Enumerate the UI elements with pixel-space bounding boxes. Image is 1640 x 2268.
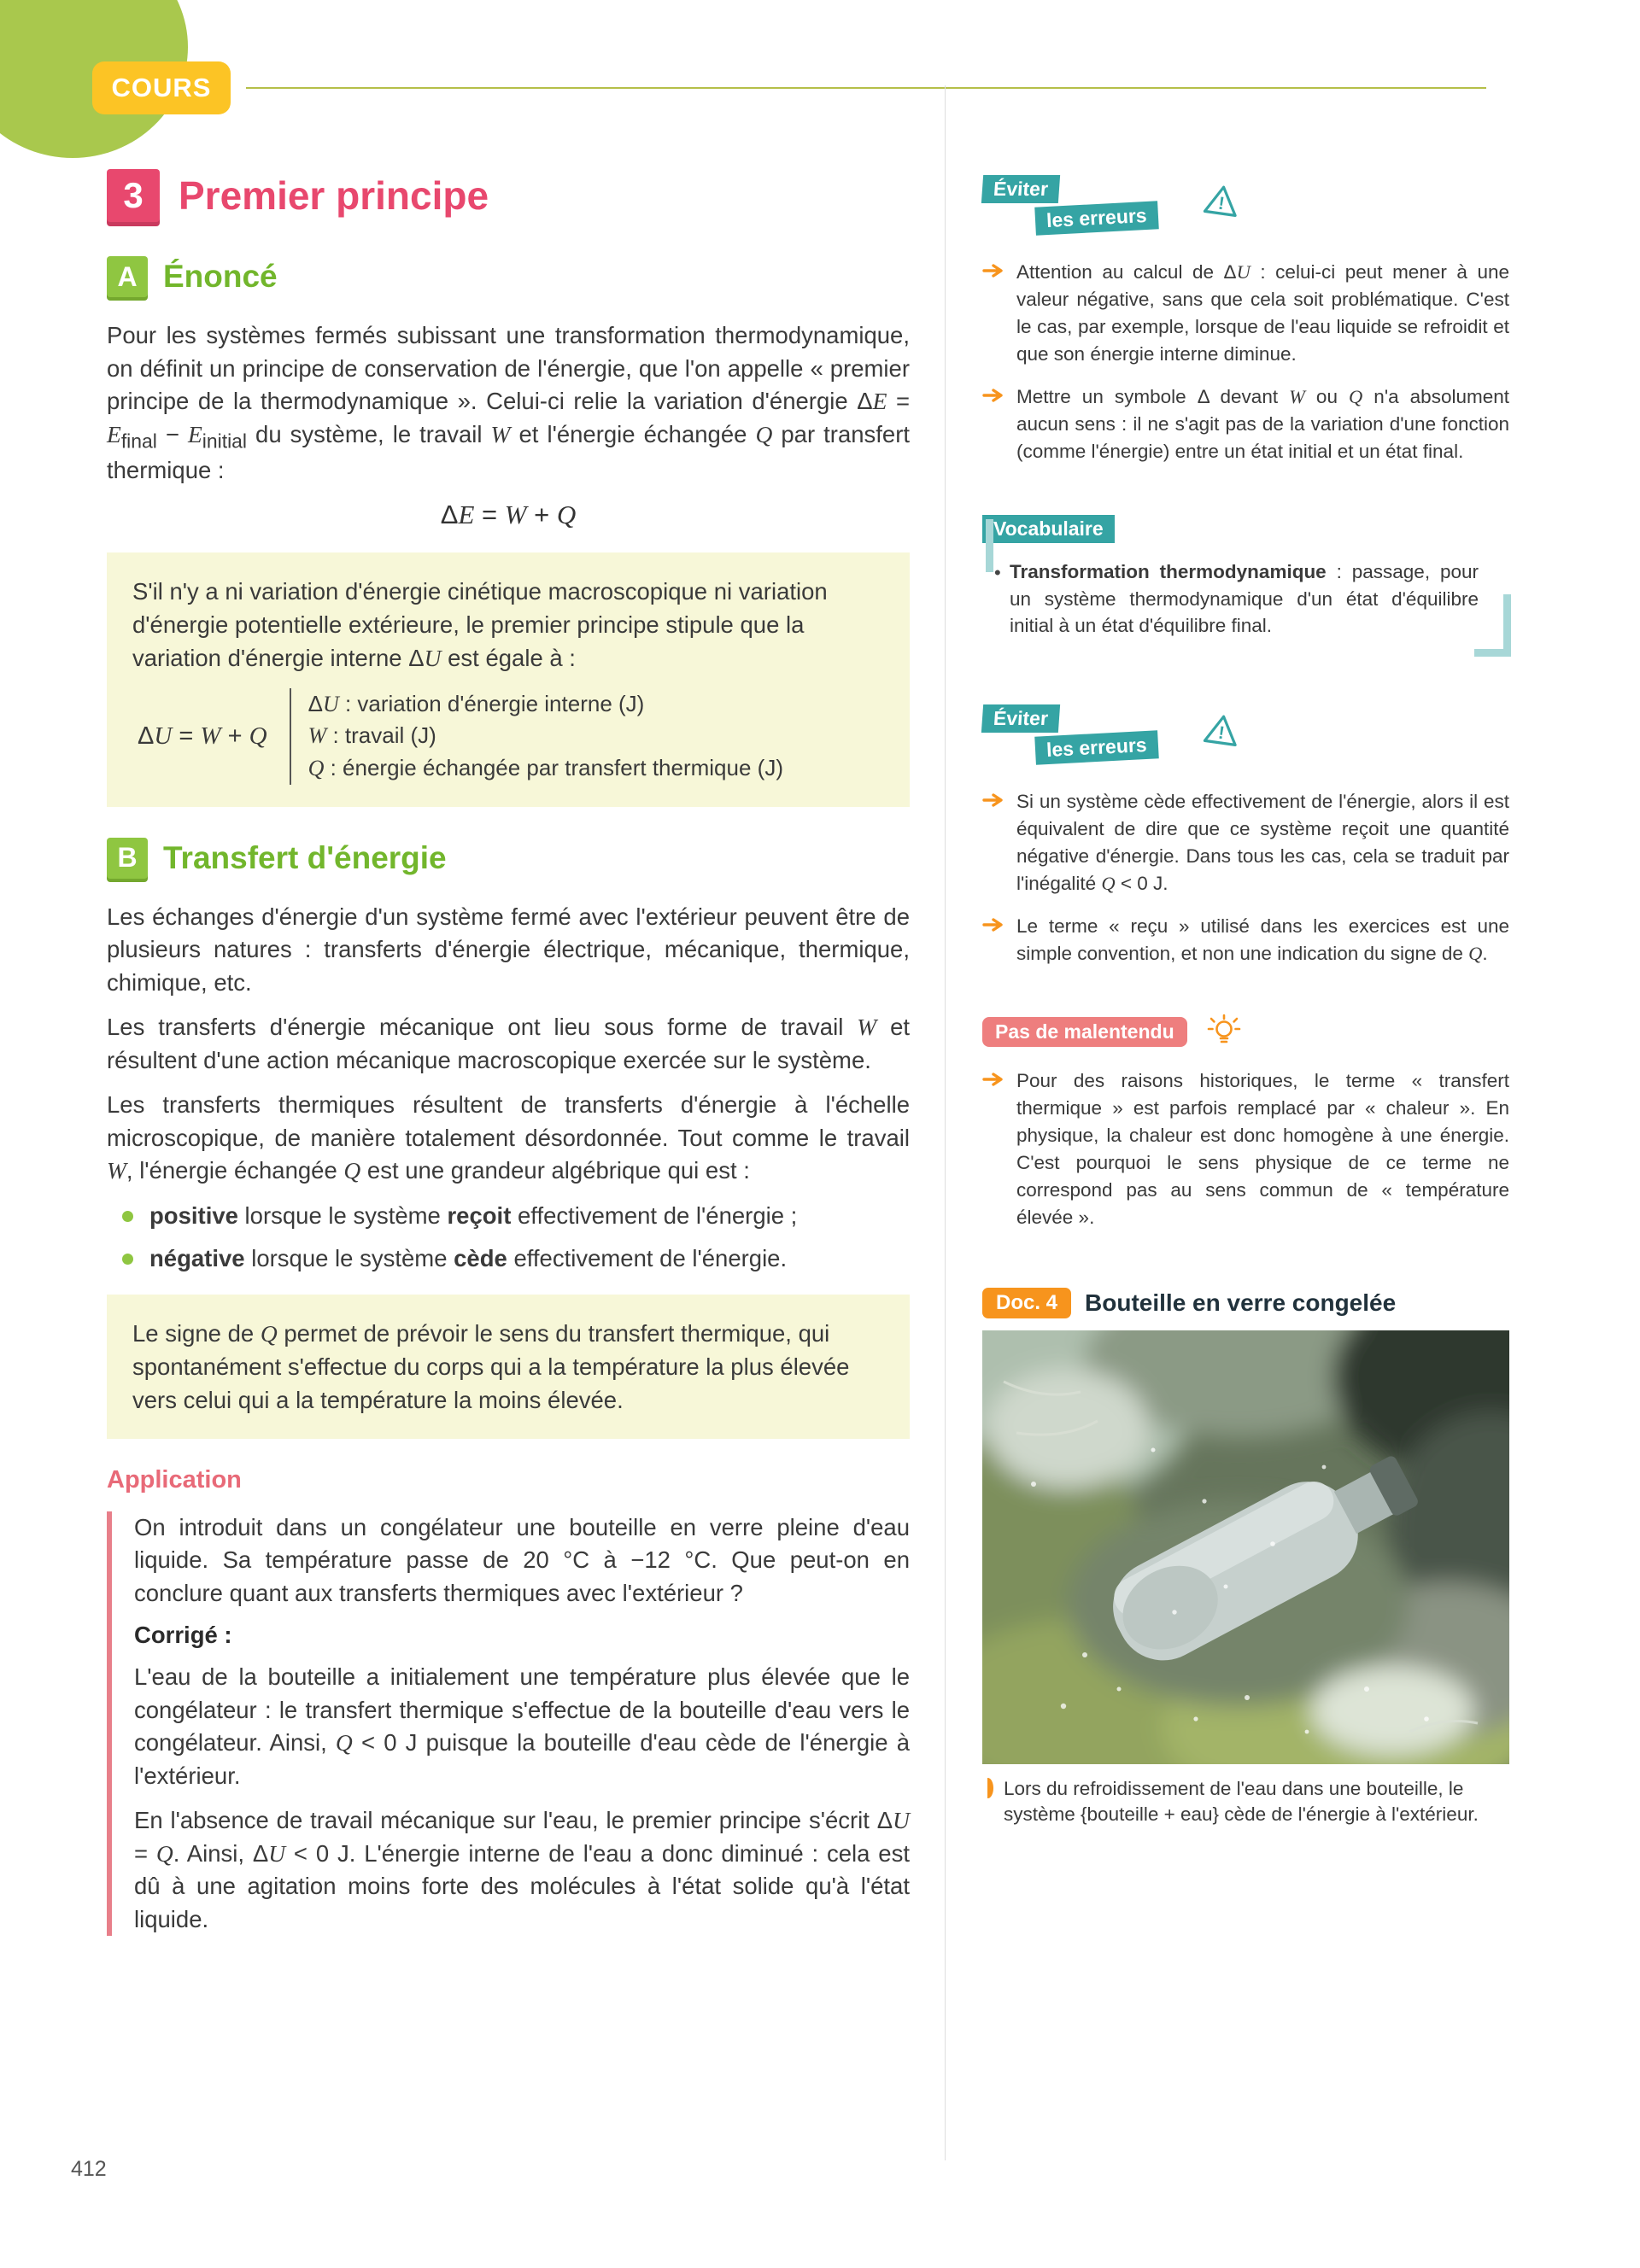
svg-text:!: ! [1216, 722, 1226, 744]
main-column [107, 169, 910, 1948]
pas-de-malentendu-header [982, 1012, 1509, 1052]
chapter-section-header [107, 169, 910, 222]
cours-badge: COURS [92, 61, 231, 114]
first-principle-equation: ΔE = W + Q [440, 499, 577, 529]
orange-arrow-icon [982, 913, 1006, 967]
badge-les-erreurs: les erreurs [1034, 201, 1158, 235]
lightbulb-icon [1204, 1012, 1244, 1052]
svg-text:!: ! [1216, 193, 1226, 214]
transfert-paragraph-2: Les transferts d'énergie mécanique ont lieu sous forme de travail W et résultent d'une action mécanique macroscopique exercée sur le système. [107, 1014, 910, 1073]
malentendu-text: Pour des raisons historiques, le terme « transfert thermique » est parfois remplacé par « chaleur ». En physique, la chaleur est donc homogène à une énergie. C'est pourquoi le sens physique de ce terme ne correspond pas au sens commun de « température élevée ». [1016, 1070, 1509, 1228]
enonce-intro-paragraph: Pour les systèmes fermés subissant une transformation thermodynamique, on définit un principe de conservation de l'énergie, que l'on appelle « premier principe de la thermodynamique ». Celui-ci relie la variation d'énergie $\Delta E = E_{final} - E_{initial}$ du système, le travail W et l'énergie échangée Q par transfert thermique : [107, 322, 911, 484]
caution-text: Mettre un symbole Δ devant W ou Q n'a absolument aucun sens : il ne s'agit pas de la variation d'une fonction (comme l'énergie) entre un état initial et un état final. [1016, 385, 1509, 462]
corrige-label: Corrigé : [134, 1622, 232, 1649]
doc-4-title: Bouteille en verre congelée [1085, 1289, 1397, 1316]
eviter-les-erreurs-badge-1 [982, 175, 1509, 250]
subsection-b-title: Transfert d'énergie [163, 839, 447, 875]
subsection-a-header [107, 256, 910, 297]
section-title: Premier principe [179, 173, 489, 218]
doc-4-block [982, 1288, 1509, 1828]
sign-convention-list [122, 1200, 910, 1276]
orange-arrow-icon [982, 383, 1006, 465]
formula-row [132, 688, 884, 785]
caution-item [982, 383, 1509, 465]
badge-eviter: Éviter [981, 704, 1060, 733]
bullet-dot: • [994, 561, 1001, 583]
formula-definitions [290, 688, 783, 785]
transfert-paragraph-3: Les transferts thermiques résultent de transferts d'énergie à l'échelle microscopique, de manière totalement désordonnée. Tout comme le travail W, l'énergie échangée Q est une grandeur algébrique qui est : [107, 1091, 910, 1184]
highlight-box-text: S'il n'y a ni variation d'énergie cinétique macroscopique ni variation d'énergie potentielle extérieure, le premier principe stipule que la variation d'énergie interne ΔU est égale à : [132, 577, 828, 671]
application-question: On introduit dans un congélateur une bouteille en verre pleine d'eau liquide. Sa température passe de 20 °C à −12 °C. Que peut-on en conclure quant aux transferts thermiques avec l'extérieur ? [134, 1513, 910, 1606]
subsection-b-header [107, 838, 910, 879]
caution-item [982, 788, 1509, 897]
doc-4-caption-text: Lors du refroidissement de l'eau dans une bouteille, le système {bouteille + eau} cède de l'énergie à l'extérieur. [1004, 1777, 1479, 1825]
transfert-paragraph-1: Les échanges d'énergie d'un système fermé avec l'extérieur peuvent être de plusieurs natures : transferts d'énergie électrique, mécanique, thermique, chimique, etc. [107, 903, 910, 996]
list-item-positive: positive lorsque le système reçoit effectivement de l'énergie ; [122, 1200, 910, 1233]
doc-4-caption [982, 1776, 1509, 1828]
eviter-les-erreurs-block-2 [982, 704, 1509, 967]
caution-item [982, 913, 1509, 967]
caution-text: Si un système cède effectivement de l'énergie, alors il est équivalent de dire que ce système reçoit une quantité négative d'énergie. Dans tous les cas, cela se traduit par l'inégalité Q < 0 J. [1016, 791, 1509, 895]
vocabulaire-badge: Vocabulaire [982, 515, 1115, 543]
badge-les-erreurs: les erreurs [1034, 731, 1158, 765]
pas-de-malentendu-badge: Pas de malentendu [982, 1017, 1187, 1047]
formula-definition: ΔU : variation d'énergie interne (J) [308, 690, 645, 716]
orange-arrow-icon [982, 1067, 1006, 1231]
subsection-a-letter-box: A [107, 256, 148, 297]
page-number: 412 [71, 2157, 107, 2181]
doc-4-header [982, 1288, 1509, 1318]
formula-definition: Q : énergie échangée par transfert thermique (J) [308, 755, 783, 781]
caution-item [982, 259, 1509, 368]
subsection-a-title: Énoncé [163, 259, 278, 294]
orange-arrow-icon [982, 788, 1006, 897]
vocabulaire-block [982, 515, 1509, 651]
caption-marker-icon [982, 1778, 993, 1798]
badge-eviter: Éviter [981, 175, 1060, 203]
corrige-paragraph-2: En l'absence de travail mécanique sur l'eau, le premier principe s'écrit ΔU = Q. Ainsi, ΔU < 0 J. L'énergie interne de l'eau a donc diminué : cela est dû à une agitation moins forte des molécules à l'état solide qu'à l'état liquide. [134, 1807, 910, 1932]
warning-triangle-icon [1200, 711, 1243, 755]
margin-column [982, 175, 1509, 1827]
corrige-paragraph-1: L'eau de la bouteille a initialement une température plus élevée que le congélateur : le transfert thermique s'effectue de la bouteille d'eau vers le congélateur. Ainsi, Q < 0 J puisque la bouteille d'eau cède de l'énergie à l'extérieur. [134, 1663, 910, 1789]
column-divider [945, 85, 946, 2160]
orange-arrow-icon [982, 259, 1006, 368]
eviter-les-erreurs-badge-2 [982, 704, 1509, 780]
application-block [107, 1511, 910, 1937]
frozen-bottle-photo [982, 1330, 1509, 1764]
malentendu-item [982, 1067, 1509, 1231]
caution-text: Le terme « reçu » utilisé dans les exercices est une simple convention, et non une indication du signe de Q. [1016, 915, 1509, 965]
header-rule [246, 87, 1486, 89]
warning-triangle-icon [1200, 181, 1243, 225]
list-item-negative: négative lorsque le système cède effectivement de l'énergie. [122, 1242, 910, 1276]
application-heading: Application [107, 1465, 242, 1493]
vocabulaire-text: Transformation thermodynamique : passage, pour un système thermodynamique d'un état d'équilibre initial à un état d'équilibre final. [1010, 560, 1479, 637]
formula-definition: W : travail (J) [308, 722, 436, 749]
highlight-box-sign-of-q: Le signe de Q permet de prévoir le sens du transfert thermique, qui spontanément s'effectue du corps qui a la température la plus élevée vers celui qui a la température la moins élevée. [107, 1295, 910, 1439]
vocabulaire-entry [991, 553, 1504, 651]
caution-text: Attention au calcul de ΔU : celui-ci peut mener à une valeur négative, sans que cela soit problématique. C'est le cas, par exemple, lorsque de l'eau liquide se refroidit et que son énergie interne diminue. [1016, 261, 1509, 365]
highlight-box-internal-energy [107, 552, 910, 807]
section-number-box: 3 [107, 169, 160, 222]
subsection-b-letter-box: B [107, 838, 148, 879]
delta-u-formula: ΔU = W + Q [138, 722, 267, 750]
doc-4-badge: Doc. 4 [982, 1288, 1071, 1318]
